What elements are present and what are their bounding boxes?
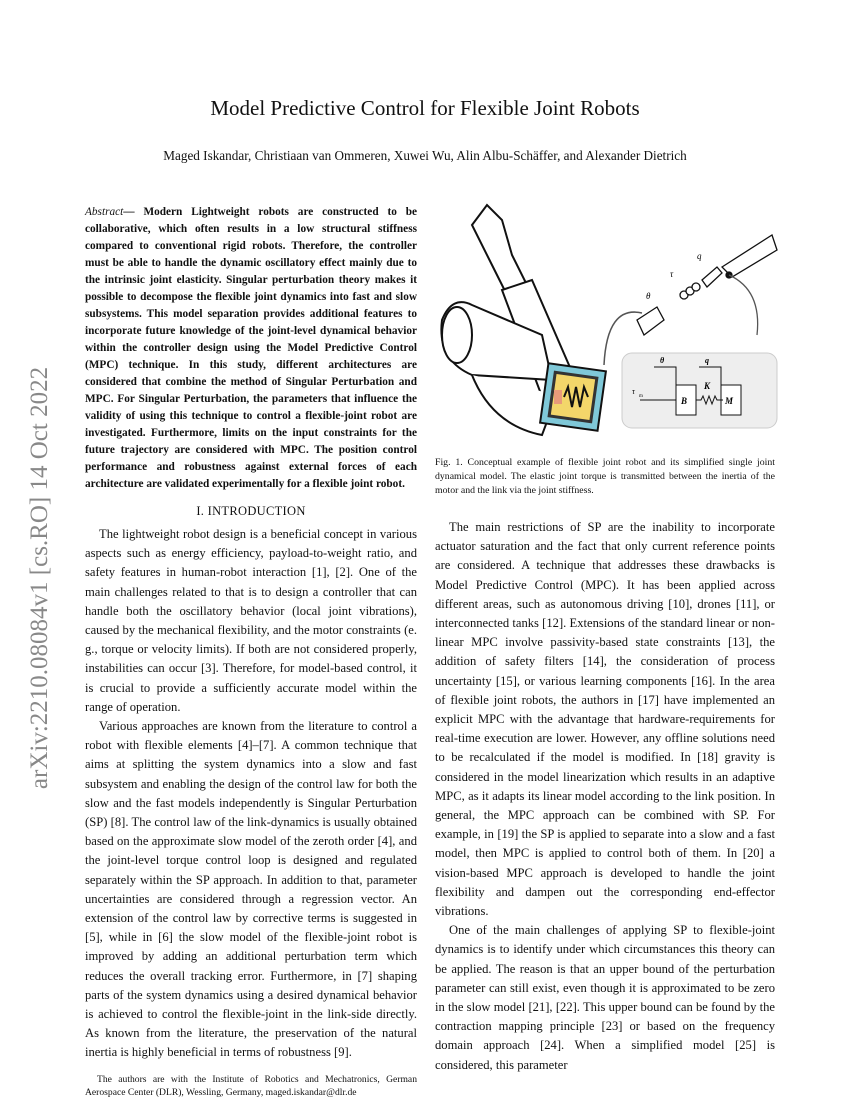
left-column-body [85,525,417,1063]
right-column [435,195,775,1075]
link-inertia-label: M [725,396,734,406]
author-list: Maged Iskandar, Christiaan van Ommeren, Xuwei Wu, Alin Albu-Schäffer, and Alexander Dietrich [163,148,687,163]
arxiv-stamp: arXiv:2210.08084v1 [cs.RO] 14 Oct 2022 [26,366,53,790]
motor-inertia-label: B [681,396,688,406]
block-theta-label: θ [660,356,665,365]
paragraph: The lightweight robot design is a beneficial concept in various aspects such as energy efficiency, payload-to-weight ratio, and safety features in human-robot interaction [1], [2]. One of the main challenges related to that is to design a controller that can handle both the oscillatory behavior (local joint vibrations), caused by the mechanical flexibility, and the motor constraints (e. g., torque or velocity limits). If both are not considered properly, instabilities can occur [3]. Therefore, for model-based control, it is crucial to provide a sufficiently accurate model within the range of operation. [85,527,417,714]
block-q-label: q [705,356,709,365]
right-column-body [435,518,775,1075]
paragraph: One of the main challenges of applying SP to flexible-joint dynamics is to identify under which circumstances this theory can be applied. The reason is that an upper bound of the perturbation parameter can still exist, even though it is approximated to be zero in the slow model [21], [22]. This upper bound can be found by the contraction mapping principle [23] or based on the frequency domain approach [24]. When a simplified model [25] is considered, this parameter [435,923,775,1072]
paragraph: The main restrictions of SP are the inability to incorporate actuator saturation and the fact that only current reference points are considered. A technique that addresses these drawbacks is Model Predictive Control (MPC). It has been applied across different areas, such as autonomous driving [10], drones [11], or interconnected tanks [12]. Extensions of the standard linear or non-linear MPC involve passivity-based state constraints [13], the addition of safety filters [14], the consideration of process uncertainty [15], or various learning components [16]. In the area of flexible joint robots, the authors in [17] have implemented an explicit MPC with the advantage that hardware-requirements for real-time execution are lower. However, any offline solutions need to be recalculated if the model is modified. In [18] gravity is considered in the model linearization which results in an adaptive MPC, as it adapts its linear model according to the link position. In general, the MPC approach can be combined with SP. For example, in [19] the SP is applied to separate into a slow and a fast model, then MPC is applied to control both of them. In [20] a vision-based MPC approach is developed to handle the joint flexibility and dampen out the corresponding end-effector vibrations. [435,520,775,919]
figure-robot-diagram [432,195,778,450]
tau-m-label: τ [632,387,635,396]
abstract-label: Abstract [85,206,124,218]
joint-model-sketch [637,235,777,335]
abstract-text: — Modern Lightweight robots are constructed to be collaborative, which often results in a low structural stiffness compared to conventional rigid robots. Therefore, the controller must be able to handle the dynamic oscillatory effect mainly due to the intrinsic joint elasticity. Singular perturbation theory makes it possible to decompose the flexible joint dynamics into fast and slow subsystems. This model separation provides additional features to incorporate future knowledge of the joint-level dynamical behavior within the controller design using the Model Predictive Control (MPC) technique. In this study, different architectures are considered that combine the method of Singular Perturbation and MPC. For Singular Perturbation, the parameters that influence the validity of using this technique to control a flexible-joint robot are investigated. Furthermore, limits on the input constraints for the future trajectory are considered with MPC. The position control performance and robustness against external forces of each architecture are validated experimentally for a flexible joint robot. [85,206,417,490]
section-heading: I. INTRODUCTION [196,504,306,518]
stiffness-label: K [704,381,711,391]
block-diagram [622,353,777,428]
joint-spring-box [540,363,606,430]
left-column [85,204,417,1099]
theta-label: θ [646,291,651,301]
figure-caption: Fig. 1. Conceptual example of flexible joint robot and its simplified single joint dynamical model. The elastic joint torque is transmitted between the inertia of the motor and the link via the joint stiffness. [435,457,775,496]
footnote: The authors are with the Institute of Robotics and Mechatronics, German Aerospace Center (DLR), Wessling, Germany, maged.iskandar@dlr.de [85,1073,417,1098]
tau-label: τ [670,269,674,279]
tau-m-subscript: m [639,394,643,399]
paper-title: Model Predictive Control for Flexible Joint Robots [210,96,640,120]
abstract [85,204,417,493]
paragraph: Various approaches are known from the literature to control a robot with flexible elements [4]–[7]. A common technique that aims at splitting the system dynamics into a slow and fast subsystem and enabling the design of the control law for both the slow and the fast models independently is Singular Perturbation (SP) [8]. The control law of the link-dynamics is usually obtained based on the approximate slow model of the zeroth order [4], and the joint-level torque control loop is designed and regulated separately within the SP approach. In addition to that, parameter uncertainties are considered through a regression vector. An extension of the control law by corrective terms is suggested in [5], while in [6] the slow model of the flexible-joint robot is improved by adding an additional perturbation term which reduces the overall tracking error. Furthermore, in [7] shaping parts of the system dynamics using a desired dynamical behavior is achieved to control the flexible-joint in the link-side directly. As known from the literature, the preservation of the natural inertia is highly beneficial in terms of robustness [9]. [85,719,417,1060]
q-label: q [697,251,702,261]
